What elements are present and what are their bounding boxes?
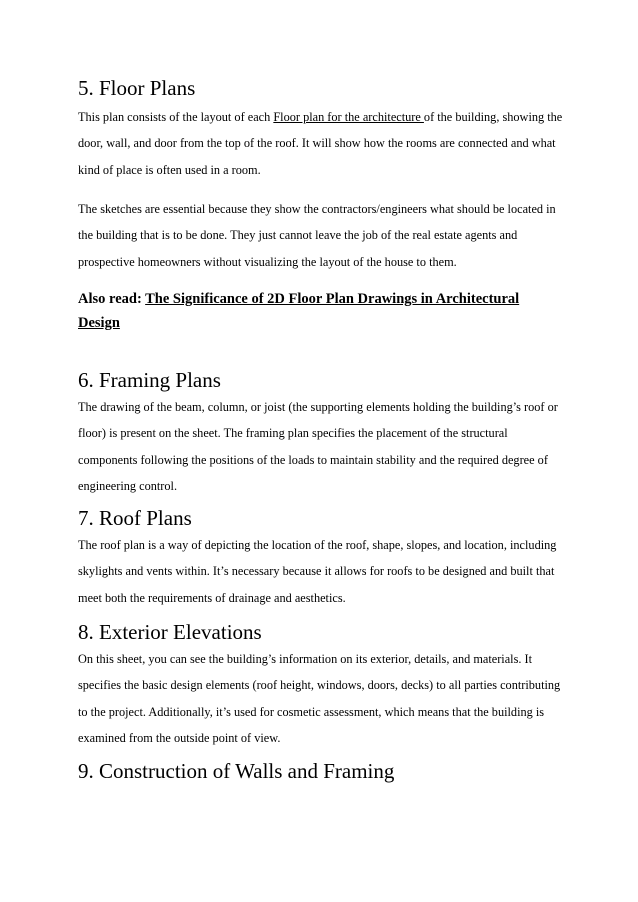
also-read-label: Also read:: [78, 291, 146, 307]
floor-plans-paragraph-1: [78, 104, 563, 183]
section-heading-walls-framing: 9. Construction of Walls and Framing: [78, 759, 395, 783]
section-heading-exterior-elevations: 8. Exterior Elevations: [78, 620, 262, 644]
paragraph-text: This plan consists of the layout of each: [78, 110, 274, 124]
floor-plans-paragraph-2: The sketches are essential because they show the contractors/engineers what should be located in the building that is to be done. They just cannot leave the job of the real estate agents and prospective homeowners without visualizing the layout of the house to them.: [78, 202, 556, 269]
also-read-line: [78, 287, 563, 335]
section-heading-roof-plans: 7. Roof Plans: [78, 506, 192, 530]
section-heading-framing-plans: 6. Framing Plans: [78, 368, 221, 392]
section-heading-floor-plans: 5. Floor Plans: [78, 76, 196, 100]
framing-plans-paragraph: The drawing of the beam, column, or joist (the supporting elements holding the building’s roof or floor) is present on the sheet. The framing plan specifies the placement of the structural components following the positions of the loads to maintain stability and the required degree of engineering control.: [78, 400, 558, 494]
paragraph-text: of the building, showing the door, wall, and door from the top of the roof. It will show how the rooms are connected and what kind of place is often used in a room.: [78, 110, 563, 177]
floor-plan-architecture-link[interactable]: Floor plan for the architecture: [273, 110, 424, 124]
also-read-link[interactable]: The Significance of 2D Floor Plan Drawings in Architectural Design: [78, 291, 520, 331]
exterior-elevations-paragraph: On this sheet, you can see the building’s information on its exterior, details, and materials. It specifies the basic design elements (roof height, windows, doors, decks) to all parties contributing to the project. Additionally, it’s used for cosmetic assessment, which means that the building is examined from the outside point of view.: [78, 652, 561, 746]
roof-plans-paragraph: The roof plan is a way of depicting the location of the roof, shape, slopes, and location, including skylights and vents within. It’s necessary because it allows for roofs to be designed and built that meet both the requirements of drainage and aesthetics.: [78, 538, 557, 605]
